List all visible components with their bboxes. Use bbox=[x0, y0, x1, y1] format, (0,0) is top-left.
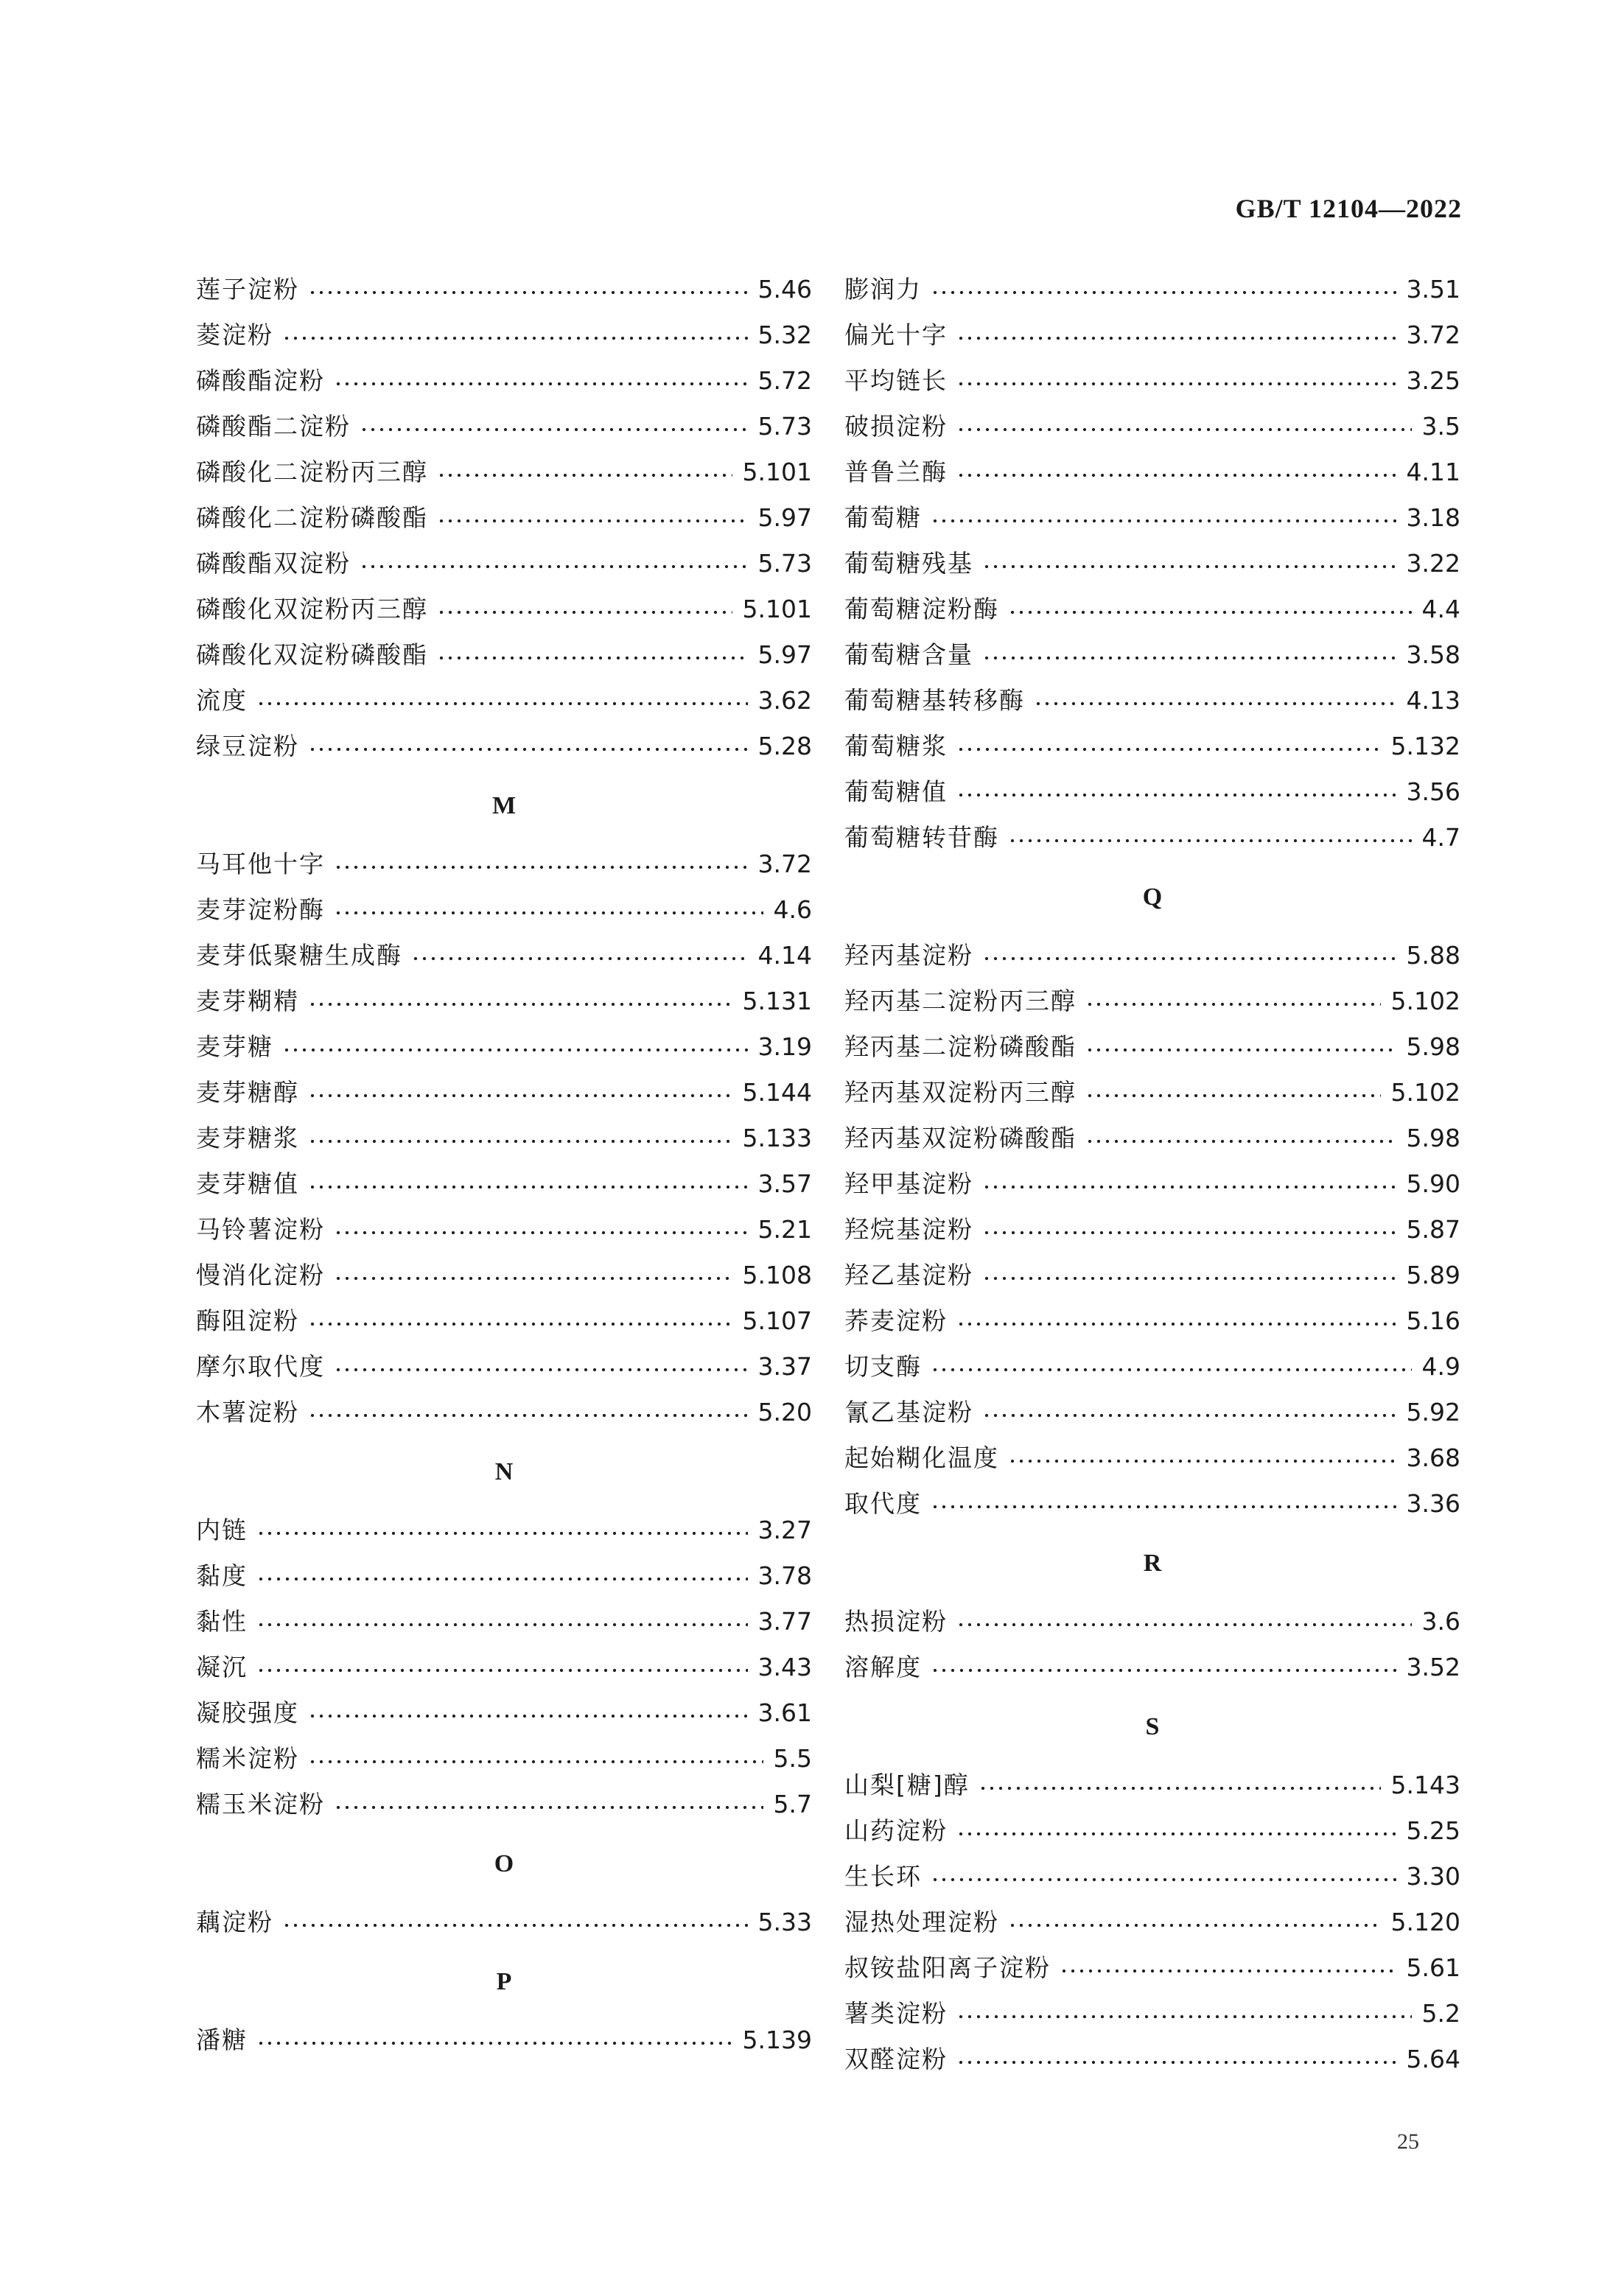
index-entry bbox=[196, 979, 812, 1024]
index-term: 山药淀粉 bbox=[844, 1816, 948, 1845]
index-term: 平均链长 bbox=[844, 366, 948, 395]
index-term: 普鲁兰酶 bbox=[844, 458, 948, 486]
index-reference: 5.131 bbox=[742, 987, 812, 1015]
index-reference: 3.27 bbox=[757, 1516, 812, 1544]
dot-leader bbox=[931, 1505, 1396, 1509]
index-reference: 5.108 bbox=[742, 1261, 812, 1289]
index-reference: 3.19 bbox=[757, 1032, 812, 1061]
index-column-right bbox=[844, 267, 1460, 2082]
index-term: 磷酸化双淀粉丙三醇 bbox=[196, 595, 428, 623]
index-entry bbox=[844, 1435, 1460, 1481]
index-term: 麦芽低聚糖生成酶 bbox=[196, 941, 402, 970]
dot-leader bbox=[308, 1760, 763, 1764]
dot-leader bbox=[308, 747, 748, 752]
index-reference: 3.5 bbox=[1421, 412, 1460, 441]
dot-leader bbox=[1008, 839, 1412, 843]
index-entry bbox=[196, 541, 812, 587]
dot-leader bbox=[360, 564, 748, 569]
index-entry bbox=[844, 1762, 1460, 1808]
index-entry bbox=[844, 312, 1460, 358]
dot-leader bbox=[956, 2060, 1396, 2065]
section-letter: R bbox=[1143, 1550, 1162, 1577]
index-term: 羟烷基淀粉 bbox=[844, 1215, 973, 1244]
index-entry bbox=[196, 1207, 812, 1253]
index-entry bbox=[196, 1070, 812, 1116]
index-entry bbox=[844, 449, 1460, 495]
section-letter: Q bbox=[1142, 883, 1163, 911]
index-term: 羟丙基双淀粉丙三醇 bbox=[844, 1078, 1077, 1107]
dot-leader bbox=[282, 1048, 748, 1052]
index-reference: 3.78 bbox=[757, 1561, 812, 1590]
index-term: 酶阻淀粉 bbox=[196, 1306, 299, 1335]
dot-leader bbox=[308, 1002, 732, 1007]
index-reference: 5.32 bbox=[757, 321, 812, 349]
index-reference: 3.72 bbox=[1406, 321, 1460, 349]
index-term: 麦芽淀粉酶 bbox=[196, 895, 325, 924]
index-column-left bbox=[196, 267, 812, 2063]
dot-leader bbox=[956, 2014, 1412, 2019]
dot-leader bbox=[931, 290, 1396, 295]
index-reference: 5.2 bbox=[1421, 1999, 1460, 2028]
index-reference: 3.58 bbox=[1406, 640, 1460, 669]
dot-leader bbox=[334, 865, 748, 869]
index-entry bbox=[844, 1991, 1460, 2037]
index-reference: 5.89 bbox=[1406, 1261, 1460, 1289]
index-term: 氰乙基淀粉 bbox=[844, 1398, 973, 1426]
index-entry bbox=[196, 1736, 812, 1782]
index-entry bbox=[196, 632, 812, 678]
index-reference: 3.68 bbox=[1406, 1443, 1460, 1472]
index-entry bbox=[844, 1808, 1460, 1854]
section-letter: N bbox=[494, 1458, 514, 1485]
index-term: 葡萄糖转苷酶 bbox=[844, 823, 999, 852]
index-entry bbox=[196, 1024, 812, 1070]
index-entry bbox=[196, 724, 812, 769]
index-term: 羟丙基淀粉 bbox=[844, 941, 973, 970]
index-entry bbox=[844, 358, 1460, 404]
index-reference: 5.61 bbox=[1406, 1953, 1460, 1982]
dot-leader bbox=[308, 1322, 732, 1326]
dot-leader bbox=[308, 1185, 748, 1189]
index-reference: 5.144 bbox=[742, 1078, 812, 1107]
index-term: 磷酸酯双淀粉 bbox=[196, 549, 351, 578]
dot-leader bbox=[334, 911, 763, 915]
index-term: 叔铵盐阳离子淀粉 bbox=[844, 1953, 1051, 1982]
index-term: 马铃薯淀粉 bbox=[196, 1215, 325, 1244]
dot-leader bbox=[334, 1805, 763, 1810]
index-reference: 5.133 bbox=[742, 1124, 812, 1152]
section-letter: O bbox=[494, 1850, 514, 1877]
index-term: 葡萄糖 bbox=[844, 503, 922, 532]
dot-leader bbox=[982, 956, 1396, 961]
dot-leader bbox=[334, 1230, 748, 1235]
section-letter: P bbox=[496, 1968, 512, 1995]
index-term: 荞麦淀粉 bbox=[844, 1306, 948, 1335]
index-term: 木薯淀粉 bbox=[196, 1398, 299, 1426]
dot-leader bbox=[1060, 1969, 1396, 1973]
dot-leader bbox=[308, 1139, 732, 1144]
index-term: 溶解度 bbox=[844, 1653, 922, 1681]
dot-leader bbox=[956, 382, 1396, 386]
index-reference: 5.46 bbox=[757, 275, 812, 304]
index-entry bbox=[844, 495, 1460, 541]
index-entry bbox=[196, 1900, 812, 1945]
dot-leader bbox=[334, 1368, 748, 1372]
index-term: 流度 bbox=[196, 686, 248, 715]
index-entry bbox=[844, 979, 1460, 1024]
index-term: 莲子淀粉 bbox=[196, 275, 299, 304]
index-entry bbox=[196, 358, 812, 404]
index-term: 湿热处理淀粉 bbox=[844, 1908, 999, 1936]
index-term: 摩尔取代度 bbox=[196, 1352, 325, 1381]
index-reference: 3.56 bbox=[1406, 777, 1460, 806]
index-term: 羟丙基二淀粉丙三醇 bbox=[844, 987, 1077, 1015]
index-entry bbox=[844, 404, 1460, 449]
index-entry bbox=[196, 1344, 812, 1390]
dot-leader bbox=[308, 1714, 748, 1718]
index-entry bbox=[844, 1481, 1460, 1527]
dot-leader bbox=[437, 473, 732, 477]
index-term: 生长环 bbox=[844, 1862, 922, 1891]
index-entry bbox=[844, 724, 1460, 769]
index-term: 羟甲基淀粉 bbox=[844, 1169, 973, 1198]
index-reference: 5.92 bbox=[1406, 1398, 1460, 1426]
index-term: 羟丙基二淀粉磷酸酯 bbox=[844, 1032, 1077, 1061]
index-reference: 4.11 bbox=[1406, 458, 1460, 486]
index-term: 起始糊化温度 bbox=[844, 1443, 999, 1472]
index-term: 双醛淀粉 bbox=[844, 2045, 948, 2073]
dot-leader bbox=[256, 1668, 748, 1673]
index-entry bbox=[844, 1161, 1460, 1207]
dot-leader bbox=[256, 1622, 748, 1627]
dot-leader bbox=[982, 1230, 1396, 1235]
index-reference: 4.9 bbox=[1421, 1352, 1460, 1381]
index-reference: 3.77 bbox=[757, 1607, 812, 1636]
index-entry bbox=[844, 1024, 1460, 1070]
dot-leader bbox=[956, 473, 1396, 477]
index-term: 凝沉 bbox=[196, 1653, 248, 1681]
index-term: 山梨[糖]醇 bbox=[844, 1771, 970, 1799]
index-term: 葡萄糖浆 bbox=[844, 732, 948, 760]
index-entry bbox=[196, 678, 812, 724]
index-entry bbox=[844, 769, 1460, 815]
index-entry bbox=[196, 267, 812, 312]
index-term: 取代度 bbox=[844, 1489, 922, 1518]
index-entry bbox=[844, 1070, 1460, 1116]
index-reference: 5.97 bbox=[757, 640, 812, 669]
index-entry bbox=[196, 1645, 812, 1690]
dot-leader bbox=[282, 1923, 748, 1928]
index-reference: 5.28 bbox=[757, 732, 812, 760]
index-term: 马耳他十字 bbox=[196, 850, 325, 878]
index-reference: 3.43 bbox=[757, 1653, 812, 1681]
index-reference: 5.33 bbox=[757, 1908, 812, 1936]
index-reference: 5.73 bbox=[757, 549, 812, 578]
dot-leader bbox=[956, 336, 1396, 340]
index-reference: 5.98 bbox=[1406, 1124, 1460, 1152]
index-term: 膨润力 bbox=[844, 275, 922, 304]
index-term: 薯类淀粉 bbox=[844, 1999, 948, 2028]
index-term: 葡萄糖淀粉酶 bbox=[844, 595, 999, 623]
section-letter: M bbox=[491, 792, 517, 819]
index-term: 内链 bbox=[196, 1516, 248, 1544]
index-entry bbox=[844, 1207, 1460, 1253]
dot-leader bbox=[437, 519, 748, 523]
index-reference: 5.120 bbox=[1390, 1908, 1460, 1936]
index-entry bbox=[196, 933, 812, 979]
index-reference: 3.37 bbox=[757, 1352, 812, 1381]
index-reference: 5.132 bbox=[1390, 732, 1460, 760]
dot-leader bbox=[956, 747, 1381, 752]
dot-leader bbox=[282, 336, 748, 340]
index-entry bbox=[844, 933, 1460, 979]
index-reference: 5.16 bbox=[1406, 1306, 1460, 1335]
index-entry bbox=[844, 1116, 1460, 1161]
index-term: 慢消化淀粉 bbox=[196, 1261, 325, 1289]
index-reference: 3.18 bbox=[1406, 503, 1460, 532]
index-reference: 4.7 bbox=[1421, 823, 1460, 852]
index-reference: 3.52 bbox=[1406, 1653, 1460, 1681]
dot-leader bbox=[334, 1276, 732, 1281]
dot-leader bbox=[1085, 1002, 1381, 1007]
index-entry bbox=[196, 312, 812, 358]
dot-leader bbox=[256, 701, 748, 706]
index-entry bbox=[196, 1599, 812, 1645]
dot-leader bbox=[1085, 1139, 1396, 1144]
index-term: 麦芽糖值 bbox=[196, 1169, 299, 1198]
dot-leader bbox=[982, 656, 1396, 660]
index-term: 磷酸酯二淀粉 bbox=[196, 412, 351, 441]
index-term: 糯玉米淀粉 bbox=[196, 1790, 325, 1818]
dot-leader bbox=[931, 1668, 1396, 1673]
index-term: 磷酸酯淀粉 bbox=[196, 366, 325, 395]
dot-leader bbox=[982, 564, 1396, 569]
dot-leader bbox=[931, 1877, 1396, 1882]
index-reference: 5.88 bbox=[1406, 941, 1460, 970]
index-term: 凝胶强度 bbox=[196, 1698, 299, 1727]
index-term: 偏光十字 bbox=[844, 321, 948, 349]
index-reference: 5.25 bbox=[1406, 1816, 1460, 1845]
dot-leader bbox=[956, 427, 1412, 432]
index-reference: 3.51 bbox=[1406, 275, 1460, 304]
index-reference: 3.62 bbox=[757, 686, 812, 715]
index-term: 黏性 bbox=[196, 1607, 248, 1636]
index-term: 绿豆淀粉 bbox=[196, 732, 299, 760]
index-reference: 5.102 bbox=[1390, 987, 1460, 1015]
section-letter: S bbox=[1145, 1713, 1160, 1740]
standard-code-header: GB/T 12104—2022 bbox=[1235, 194, 1462, 223]
index-entry bbox=[844, 815, 1460, 861]
dot-leader bbox=[1008, 610, 1412, 615]
index-entry bbox=[196, 495, 812, 541]
dot-leader bbox=[979, 1786, 1381, 1790]
dot-leader bbox=[956, 1832, 1396, 1836]
dot-leader bbox=[931, 1368, 1412, 1372]
dot-leader bbox=[982, 1185, 1396, 1189]
index-entry bbox=[196, 841, 812, 887]
index-term: 羟丙基双淀粉磷酸酯 bbox=[844, 1124, 1077, 1152]
index-entry bbox=[844, 267, 1460, 312]
index-reference: 5.72 bbox=[757, 366, 812, 395]
index-entry bbox=[196, 1390, 812, 1435]
index-reference: 5.5 bbox=[773, 1744, 812, 1773]
index-entry bbox=[844, 1645, 1460, 1690]
dot-leader bbox=[1085, 1093, 1381, 1098]
index-entry bbox=[196, 1253, 812, 1298]
index-reference: 3.72 bbox=[757, 850, 812, 878]
index-entry bbox=[196, 2017, 812, 2063]
index-reference: 5.107 bbox=[742, 1306, 812, 1335]
dot-leader bbox=[1034, 701, 1396, 706]
index-term: 麦芽糖醇 bbox=[196, 1078, 299, 1107]
index-reference: 5.97 bbox=[757, 503, 812, 532]
index-reference: 5.21 bbox=[757, 1215, 812, 1244]
index-term: 葡萄糖含量 bbox=[844, 640, 973, 669]
dot-leader bbox=[956, 793, 1396, 797]
index-reference: 4.6 bbox=[773, 895, 812, 924]
index-entry bbox=[844, 1298, 1460, 1344]
dot-leader bbox=[437, 610, 732, 615]
index-term: 切支酶 bbox=[844, 1352, 922, 1381]
index-reference: 4.13 bbox=[1406, 686, 1460, 715]
index-entry bbox=[196, 1298, 812, 1344]
dot-leader bbox=[437, 656, 748, 660]
index-term: 糯米淀粉 bbox=[196, 1744, 299, 1773]
index-entry bbox=[196, 1553, 812, 1599]
index-reference: 5.7 bbox=[773, 1790, 812, 1818]
dot-leader bbox=[308, 290, 748, 295]
index-entry bbox=[196, 587, 812, 632]
dot-leader bbox=[360, 427, 748, 432]
dot-leader bbox=[982, 1276, 1396, 1281]
index-entry bbox=[196, 404, 812, 449]
index-reference: 5.64 bbox=[1406, 2045, 1460, 2073]
index-reference: 4.4 bbox=[1421, 595, 1460, 623]
index-term: 菱淀粉 bbox=[196, 321, 273, 349]
index-reference: 5.87 bbox=[1406, 1215, 1460, 1244]
dot-leader bbox=[931, 519, 1396, 523]
index-reference: 5.90 bbox=[1406, 1169, 1460, 1198]
index-reference: 5.102 bbox=[1390, 1078, 1460, 1107]
index-term: 潘糖 bbox=[196, 2026, 248, 2054]
index-entry bbox=[196, 1161, 812, 1207]
dot-leader bbox=[1085, 1048, 1396, 1052]
index-entry bbox=[844, 541, 1460, 587]
dot-leader bbox=[256, 2041, 732, 2045]
dot-leader bbox=[256, 1577, 748, 1581]
index-reference: 3.61 bbox=[757, 1698, 812, 1727]
index-reference: 3.36 bbox=[1406, 1489, 1460, 1518]
index-term: 羟乙基淀粉 bbox=[844, 1261, 973, 1289]
index-entry bbox=[844, 1253, 1460, 1298]
index-reference: 5.101 bbox=[742, 458, 812, 486]
index-entry bbox=[844, 1390, 1460, 1435]
index-reference: 5.101 bbox=[742, 595, 812, 623]
index-term: 麦芽糖 bbox=[196, 1032, 273, 1061]
index-entry bbox=[844, 1854, 1460, 1900]
index-entry bbox=[844, 632, 1460, 678]
index-entry bbox=[196, 1782, 812, 1827]
index-term: 葡萄糖基转移酶 bbox=[844, 686, 1025, 715]
index-term: 黏度 bbox=[196, 1561, 248, 1590]
index-entry bbox=[844, 1344, 1460, 1390]
index-term: 麦芽糖浆 bbox=[196, 1124, 299, 1152]
index-entry bbox=[844, 678, 1460, 724]
dot-leader bbox=[411, 956, 748, 961]
index-reference: 3.22 bbox=[1406, 549, 1460, 578]
dot-leader bbox=[1008, 1459, 1396, 1463]
index-term: 藕淀粉 bbox=[196, 1908, 273, 1936]
index-entry bbox=[196, 887, 812, 933]
index-term: 磷酸化二淀粉磷酸酯 bbox=[196, 503, 428, 532]
index-reference: 4.14 bbox=[757, 941, 812, 970]
index-entry bbox=[844, 2037, 1460, 2082]
index-entry bbox=[844, 587, 1460, 632]
dot-leader bbox=[982, 1413, 1396, 1418]
dot-leader bbox=[308, 1413, 748, 1418]
index-entry bbox=[196, 1690, 812, 1736]
index-reference: 3.6 bbox=[1421, 1607, 1460, 1636]
index-reference: 5.98 bbox=[1406, 1032, 1460, 1061]
index-reference: 3.30 bbox=[1406, 1862, 1460, 1891]
dot-leader bbox=[1008, 1923, 1381, 1928]
index-entry bbox=[844, 1900, 1460, 1945]
index-reference: 3.25 bbox=[1406, 366, 1460, 395]
index-term: 葡萄糖残基 bbox=[844, 549, 973, 578]
index-entry bbox=[844, 1945, 1460, 1991]
index-term: 葡萄糖值 bbox=[844, 777, 948, 806]
dot-leader bbox=[956, 1622, 1412, 1627]
index-term: 热损淀粉 bbox=[844, 1607, 948, 1636]
dot-leader bbox=[956, 1322, 1396, 1326]
index-entry bbox=[196, 1508, 812, 1553]
index-term: 磷酸化双淀粉磷酸酯 bbox=[196, 640, 428, 669]
index-term: 麦芽糊精 bbox=[196, 987, 299, 1015]
index-reference: 5.143 bbox=[1390, 1771, 1460, 1799]
dot-leader bbox=[256, 1531, 748, 1536]
index-entry bbox=[196, 449, 812, 495]
dot-leader bbox=[308, 1093, 732, 1098]
index-reference: 5.73 bbox=[757, 412, 812, 441]
index-reference: 3.57 bbox=[757, 1169, 812, 1198]
page-number: 25 bbox=[1397, 2129, 1419, 2154]
index-reference: 5.139 bbox=[742, 2026, 812, 2054]
index-term: 破损淀粉 bbox=[844, 412, 948, 441]
index-term: 磷酸化二淀粉丙三醇 bbox=[196, 458, 428, 486]
dot-leader bbox=[334, 382, 748, 386]
index-entry bbox=[196, 1116, 812, 1161]
index-reference: 5.20 bbox=[757, 1398, 812, 1426]
index-entry bbox=[844, 1599, 1460, 1645]
